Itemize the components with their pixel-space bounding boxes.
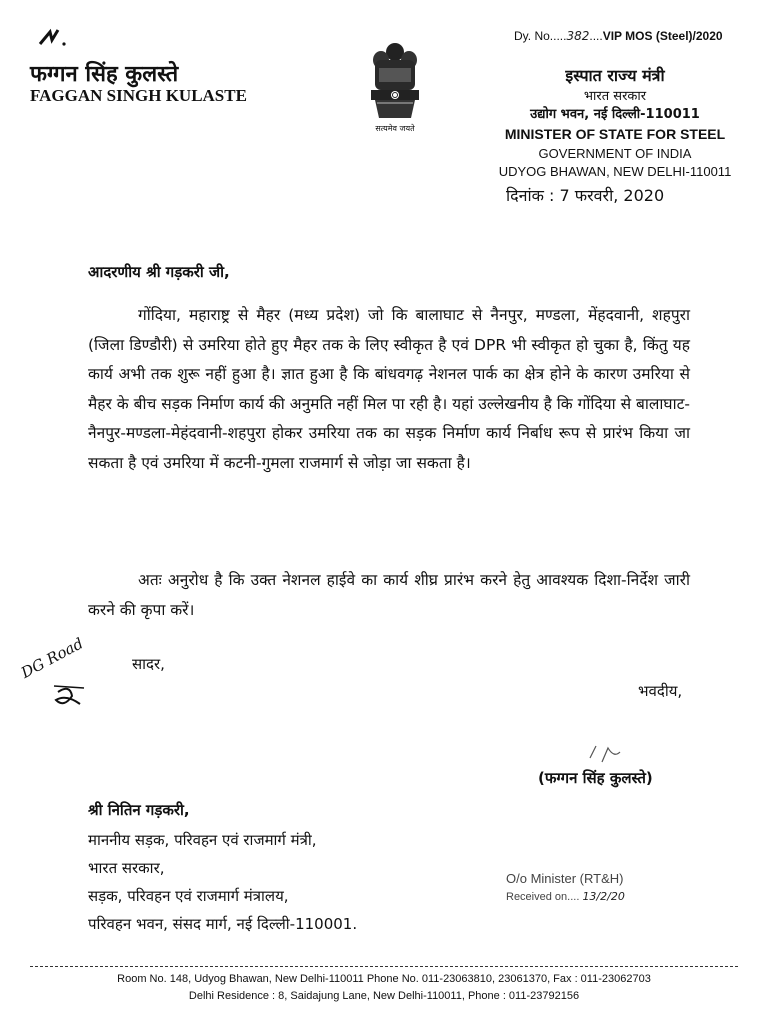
office-address-english: UDYOG BHAWAN, NEW DELHI-110011 bbox=[498, 164, 732, 179]
footer-residence-contact: Delhi Residence : 8, Saidajung Lane, New Delhi-110011, Phone : 011-23792156 bbox=[188, 990, 580, 1002]
dispatch-prefix: Dy. No. bbox=[514, 29, 554, 43]
closing-regards: सादर, bbox=[132, 655, 165, 673]
recipient-ministry: सड़क, परिवहन एवं राजमार्ग मंत्रालय, bbox=[88, 887, 289, 905]
stamp-label: Received on bbox=[506, 891, 568, 903]
dispatch-handwritten-number: 382 bbox=[566, 29, 590, 43]
margin-note-text: DG Road bbox=[18, 634, 87, 682]
stamp-office: O/o Minister (RT&H) bbox=[506, 871, 624, 886]
recipient-govt: भारत सरकार, bbox=[88, 859, 165, 877]
recipient-address: परिवहन भवन, संसद मार्ग, नई दिल्ली-110001. bbox=[88, 915, 358, 933]
received-stamp: O/o Minister (RT&H) Received on.... 13/2/20 bbox=[506, 871, 625, 903]
salutation: आदरणीय श्री गड़करी जी, bbox=[88, 263, 230, 281]
dispatch-number: Dy. No.....382....VIP MOS (Steel)/2020 bbox=[514, 29, 723, 43]
body-paragraph-2: अतः अनुरोध है कि उक्त नेशनल हाईवे का कार्य शीघ्र प्रारंभ करने हेतु आवश्यक दिशा-निर्देश जारी करने की कृपा करें। bbox=[88, 571, 690, 619]
office-title-english: MINISTER OF STATE FOR STEEL bbox=[504, 126, 726, 142]
office-address-hindi: उद्योग भवन, नई दिल्ली-110011 bbox=[530, 107, 700, 122]
emblem-motto: सत्यमेव जयते bbox=[375, 124, 415, 133]
recipient-name: श्री नितिन गड़करी, bbox=[88, 801, 190, 819]
handwritten-mark bbox=[36, 26, 72, 52]
office-govt-hindi: भारत सरकार bbox=[583, 89, 647, 104]
office-govt-english: GOVERNMENT OF INDIA bbox=[538, 146, 692, 161]
stamp-date: 13/2/20 bbox=[582, 890, 625, 903]
dispatch-suffix: VIP MOS (Steel)/2020 bbox=[602, 29, 723, 43]
recipient-designation: माननीय सड़क, परिवहन एवं राजमार्ग मंत्री, bbox=[88, 831, 317, 849]
office-title-hindi: इस्पात राज्य मंत्री bbox=[565, 66, 665, 85]
lion-capital-icon bbox=[365, 40, 425, 122]
margin-note bbox=[12, 626, 102, 716]
letter-date: दिनांक : 7 फरवरी, 2020 bbox=[506, 186, 665, 205]
national-emblem bbox=[350, 40, 440, 134]
initials-scribble-icon bbox=[50, 682, 90, 712]
sender-name-hindi: फग्गन सिंह कुलस्ते bbox=[30, 62, 179, 87]
footer-office-contact: Room No. 148, Udyog Bhawan, New Delhi-110011 Phone No. 011-23063810, 23061370, Fax : 011-23062703 bbox=[117, 973, 651, 985]
footer-divider bbox=[30, 966, 738, 967]
signature-scribble-icon bbox=[580, 738, 640, 768]
closing-yours: भवदीय, bbox=[638, 682, 683, 700]
sender-name-english: FAGGAN SINGH KULASTE bbox=[30, 86, 247, 105]
signatory-name: (फग्गन सिंह कुलस्ते) bbox=[538, 769, 653, 787]
body-paragraph-1: गोंदिया, महाराष्ट्र से मैहर (मध्य प्रदेश) जो कि बालाघाट से नैनपुर, मण्डला, मेंहदवानी, शहपुरा (जिला डिण्डौरी) से उमरिया होते हुए मैहर तक के लिए स्वीकृत है एवं DPR भी स्वीकृत हो चुका है, किंतु यह कार्य अभी तक शुरू नहीं हुआ है। ज्ञात हुआ है कि बांधवगढ़ नेशनल पार्क का क्षेत्र होने के कारण उमरिया से मैहर के बीच सड़क निर्माण कार्य की अनुमति नहीं मिल पा रही है। यहां उल्लेखनीय है कि गोंदिया से बालाघाट-नैनपुर-मण्डला-मेहंदवानी-शहपुरा होकर उमरिया तक का सड़क निर्माण कार्य निर्बाध रूप से प्रारंभ किया जा सकता है एवं उमरिया में कटनी-गुमला राजमार्ग से जोड़ा जा सकता है। bbox=[88, 306, 690, 472]
